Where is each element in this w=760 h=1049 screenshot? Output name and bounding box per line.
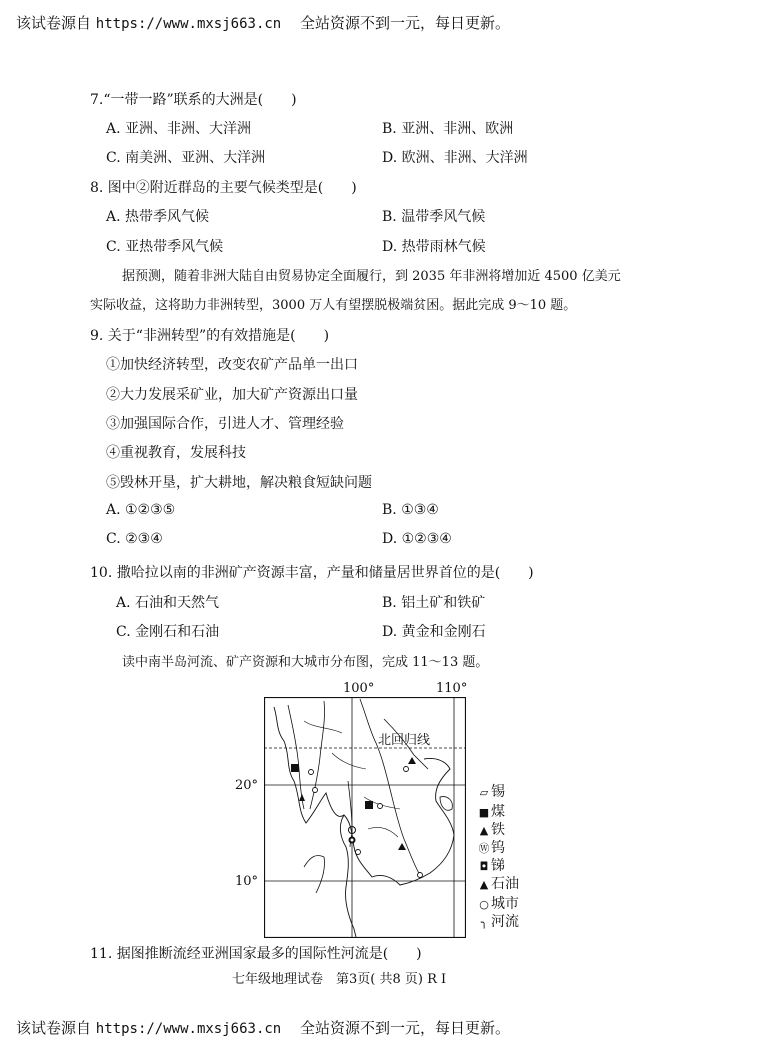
oil-marker	[299, 794, 305, 801]
question-9-item-1: ①加快经济转型，改变农矿产品单一出口	[106, 357, 358, 373]
question-7-option-a: A. 亚洲、非洲、大洋洲	[106, 121, 252, 137]
map-frame	[265, 698, 466, 938]
tin-icon: ▱	[479, 786, 489, 799]
map-lon-label-100: 100°	[343, 681, 375, 696]
legend-label: 河流	[491, 914, 519, 930]
passage-2: 读中南半岛河流、矿产资源和大城市分布图，完成 11～13 题。	[122, 655, 489, 670]
oil-icon: ▲	[479, 878, 489, 891]
legend-label: 锑	[491, 858, 505, 874]
legend-label: 城市	[491, 896, 519, 912]
question-8-option-b: B. 温带季风气候	[382, 209, 486, 225]
banner-prefix: 该试卷源自	[16, 14, 92, 32]
legend-label: 煤	[491, 804, 505, 820]
question-9-option-a: A. ①②③⑤	[106, 502, 176, 518]
page-footer: 七年级地理试卷 第3页( 共8 页) R I	[232, 972, 447, 987]
iron-marker	[408, 757, 416, 764]
question-8-option-d: D. 热带雨林气候	[382, 239, 486, 255]
legend-label: 石油	[491, 876, 519, 892]
question-7-option-b: B. 亚洲、非洲、欧洲	[382, 121, 514, 137]
question-9-item-4: ④重视教育，发展科技	[106, 445, 246, 461]
legend-row-iron	[477, 819, 505, 839]
question-10-option-c: C. 金刚石和石油	[116, 624, 220, 640]
map-tropic-label: 北回归线	[378, 733, 431, 748]
city-marker	[404, 767, 409, 772]
question-9-option-d: D. ①②③④	[382, 531, 452, 547]
river-irrawaddy	[288, 705, 304, 809]
legend-label: 铁	[491, 822, 505, 838]
legend-row-antimony	[477, 855, 505, 875]
banner-prefix: 该试卷源自	[16, 1019, 92, 1037]
banner-url-link[interactable]: https://www.mxsj663.cn	[95, 16, 282, 32]
legend-row-tin	[477, 781, 505, 801]
source-banner-bottom	[16, 1017, 510, 1038]
question-8-option-c: C. 亚热带季风气候	[106, 239, 224, 255]
question-9-item-3: ③加强国际合作，引进人才、管理经验	[106, 416, 344, 432]
question-10-option-d: D. 黄金和金刚石	[382, 624, 486, 640]
city-marker	[378, 804, 383, 809]
banner-suffix: 全站资源不到一元，每日更新。	[300, 1019, 511, 1037]
question-9-option-c: C. ②③④	[106, 531, 163, 547]
river-icon: ╮	[480, 916, 488, 929]
city-marker	[313, 788, 318, 793]
question-9-stem: 9. 关于“非洲转型”的有效措施是( )	[90, 328, 330, 344]
map-lat-label-20: 20°	[235, 778, 259, 793]
city-marker	[356, 850, 361, 855]
question-8-option-a: A. 热带季风气候	[106, 209, 210, 225]
iron-icon: ▲	[479, 824, 489, 837]
question-7-stem: 7.“一带一路”联系的大洲是( )	[90, 92, 297, 108]
coal-marker	[291, 764, 299, 772]
question-7-option-c: C. 南美洲、亚洲、大洋洲	[106, 150, 266, 166]
question-10-stem: 10. 撒哈拉以南的非洲矿产资源丰富，产量和储量居世界首位的是( )	[90, 565, 534, 581]
legend-label: 锡	[491, 784, 505, 800]
antimony-icon: ◘	[479, 860, 489, 873]
passage-1-line-2: 实际收益，这将助力非洲转型，3000 万人有望摆脱极端贫困。据此完成 9～10 题。	[90, 298, 577, 313]
legend-label: 钨	[491, 840, 505, 856]
city-icon: ○	[479, 898, 489, 911]
legend-row-coal	[477, 801, 505, 821]
question-7-option-d: D. 欧洲、非洲、大洋洲	[382, 150, 528, 166]
indochina-map	[264, 697, 466, 938]
legend-row-river	[477, 911, 519, 931]
banner-suffix: 全站资源不到一元，每日更新。	[300, 14, 511, 32]
river-salween	[310, 701, 325, 809]
question-10-option-b: B. 铝土矿和铁矿	[382, 595, 486, 611]
coastline-island	[440, 797, 452, 811]
source-banner-top	[16, 12, 510, 33]
question-8-stem: 8. 图中②附近群岛的主要气候类型是( )	[90, 180, 357, 196]
city-marker	[418, 873, 423, 878]
question-11-stem: 11. 据图推断流经亚洲国家最多的国际性河流是( )	[90, 946, 422, 962]
banner-url-link[interactable]: https://www.mxsj663.cn	[95, 1021, 282, 1037]
iron-marker	[398, 843, 406, 850]
legend-row-oil	[477, 873, 519, 893]
coal-icon: ■	[478, 806, 490, 819]
legend-row-city	[477, 893, 519, 913]
passage-1-line-1: 据预测，随着非洲大陆自由贸易协定全面履行，到 2035 年非洲将增加近 4500 亿美元	[122, 269, 621, 284]
coal-marker	[365, 801, 373, 809]
city-marker	[309, 770, 314, 775]
coast-south	[304, 855, 325, 893]
map-lon-label-110: 110°	[436, 681, 468, 696]
legend-row-tungsten	[477, 837, 505, 857]
question-9-option-b: B. ①③④	[382, 502, 439, 518]
tungsten-icon: Ⓦ	[478, 842, 490, 855]
coastline-west	[274, 707, 344, 823]
map-lat-label-10: 10°	[235, 874, 259, 889]
question-10-option-a: A. 石油和天然气	[116, 595, 220, 611]
question-9-item-2: ②大力发展采矿业，加大矿产资源出口量	[106, 387, 358, 403]
question-9-item-5: ⑤毁林开垦，扩大耕地，解决粮食短缺问题	[106, 475, 372, 491]
